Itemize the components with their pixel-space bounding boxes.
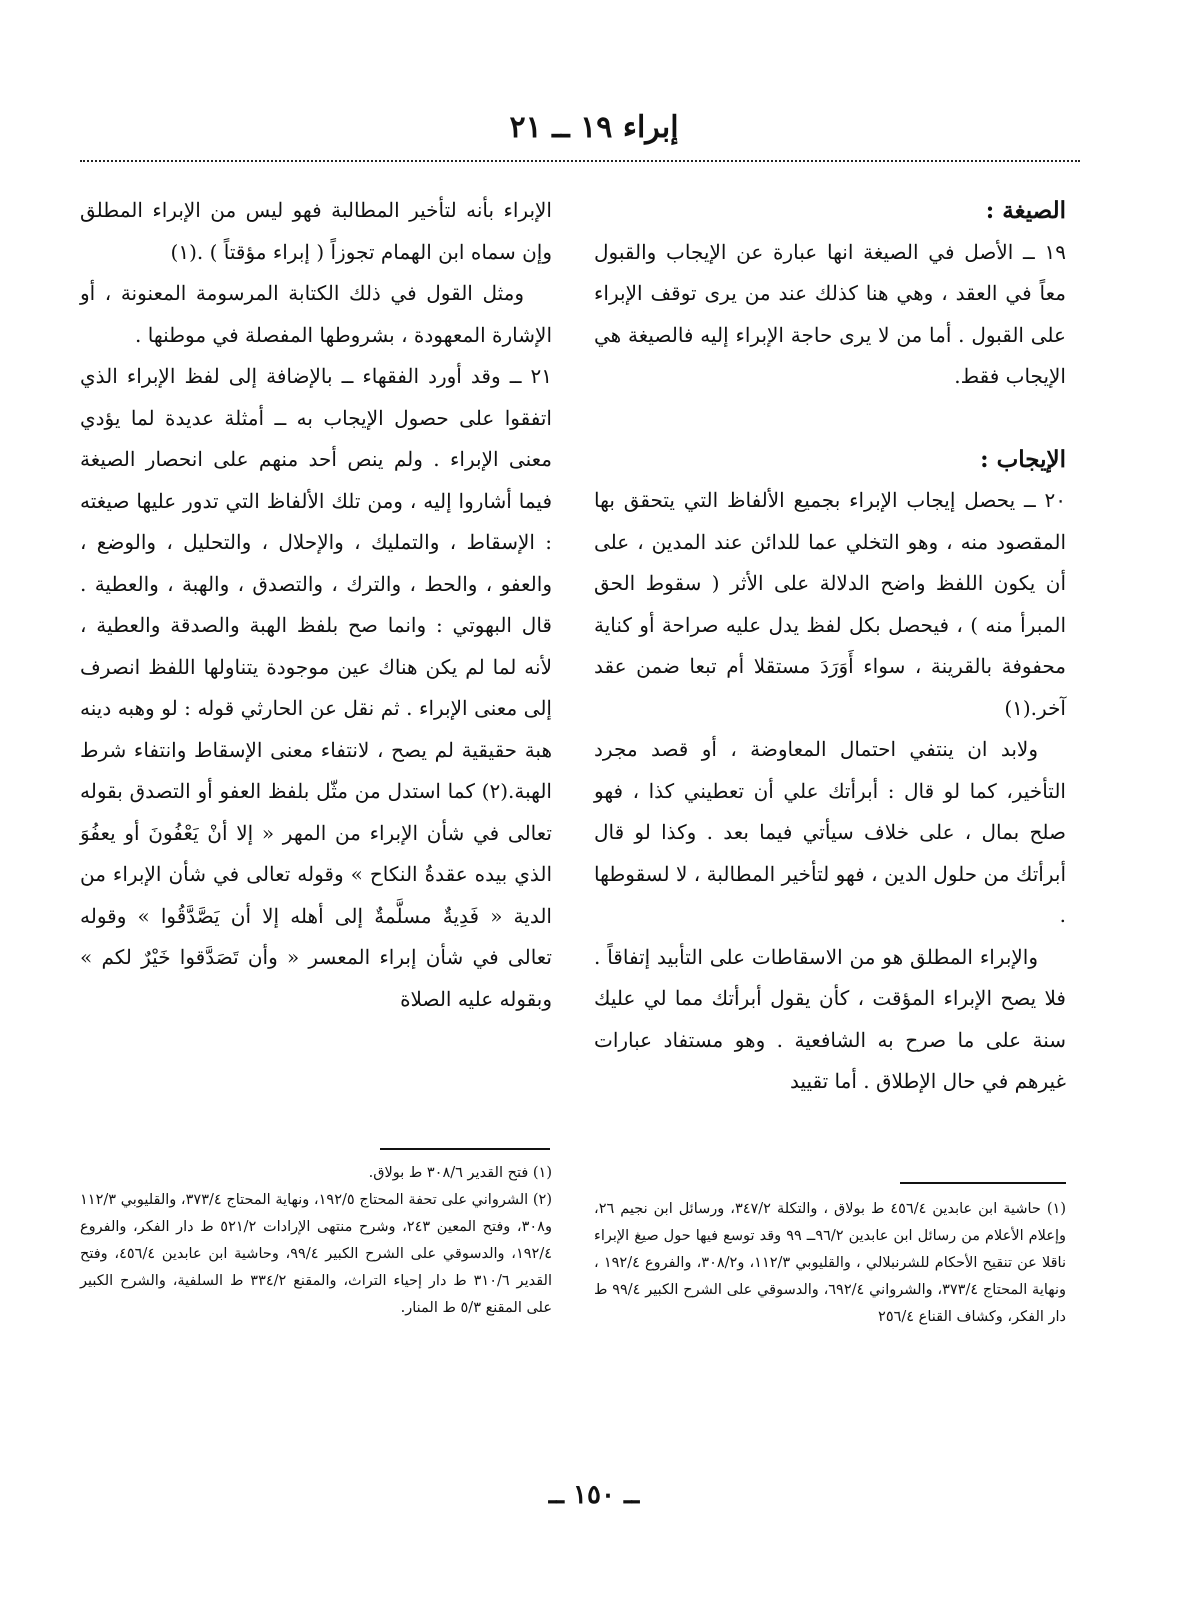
footnote-left-1: (١) فتح القدير ٣٠٨/٦ ط بولاق. (368, 1165, 552, 1181)
footnote-left-2: (٢) الشرواني على تحفة المحتاج ١٩٢/٥، ونهاية المحتاج ٣٧٣/٤، والقليوبي ١١٢/٣ و٣٠٨، وفتح المعين ٢٤٣، وشرح منتهى الإرادات ٥٢١/٢ ط دار الفكر، والفروع ١٩٢/٤، والدسوقي على الشرح الكبير ٩٩/٤، وحاشية ابن عابدين ٤٥٦/٤، وفتح القدير ٣١٠/٦ ط دار إحياء التراث، والمقنع ٣٣٤/٢ ط السلفية، والشرح الكبير على المقنع ٥/٣ ط المنار. (80, 1192, 552, 1316)
paragraph-19: ١٩ ــ الأصل في الصيغة انها عبارة عن الإيجاب والقبول معاً في العقد ، وهي هنا كذلك عند من يرى توقف الإبراء على القبول . أما من لا يرى حاجة الإبراء إليه فالصيغة هي الإيجاب فقط. (594, 239, 1066, 388)
heading-sigha: الصيغة : (985, 197, 1066, 224)
spacer (594, 398, 1066, 439)
heading-ijab: الإيجاب : (980, 445, 1066, 473)
footnote-rule-right (900, 1182, 1066, 1184)
page-number: ــ ١٥٠ ــ (548, 1480, 640, 1510)
header-dotted-rule (80, 160, 1080, 162)
footnotes-left (80, 1160, 552, 1322)
footnotes-right (594, 1196, 1066, 1331)
right-column (594, 190, 1066, 1103)
paragraph-mithl: ومثل القول في ذلك الكتابة المرسومة المعنونة ، أو الإشارة المعهودة ، بشروطها المفصلة في موطنها . (80, 281, 552, 347)
running-title: إبراء ١٩ ــ ٢١ (509, 110, 679, 145)
left-column (80, 190, 552, 1020)
paragraph-21: ٢١ ــ وقد أورد الفقهاء ــ بالإضافة إلى لفظ الإبراء الذي اتفقوا على حصول الإيجاب به ــ أمثلة عديدة لما يؤدي معنى الإبراء . ولم ينص أحد منهم على انحصار الصيغة فيما أشاروا إليه ، ومن تلك الألفاظ التي تدور عليها صيغته : الإسقاط ، والتمليك ، والإحلال ، والتحليل ، والوضع ، والعفو ، والحط ، والترك ، والتصدق ، والهبة ، والعطية . قال البهوتي : وانما صح بلفظ الهبة والصدقة والعطية ، لأنه لما لم يكن هناك عين موجودة يتناولها اللفظ انصرف إلى معنى الإبراء . ثم نقل عن الحارثي قوله : لو وهبه دينه هبة حقيقية لم يصح ، لانتفاء معنى الإسقاط وانتفاء شرط الهبة.(٢) كما استدل من مثّل بلفظ العفو أو التصدق بقوله تعالى في شأن الإبراء من المهر « إلا أنْ يَعْفُونَ أو يعفُوَ الذي بيده عقدةُ النكاح » وقوله تعالى في شأن الإبراء من الدية « فَدِيةٌ مسلَّمةٌ إلى أهله إلا أن يَصَّدَّقُوا » وقوله تعالى في شأن إبراء المعسر « وأن تَصَدَّقوا خَيْرٌ لكم » وبقوله عليه الصلاة (80, 364, 552, 1011)
paragraph-continuation: الإبراء بأنه لتأخير المطالبة فهو ليس من الإبراء المطلق وإن سماه ابن الهمام تجوزاً ( إبراء مؤقتاً ) .(١) (80, 198, 552, 264)
footnote-right-1: (١) حاشية ابن عابدين ٤٥٦/٤ ط بولاق ، والتكلة ٣٤٧/٢، ورسائل ابن نجيم ٢٦، وإعلام الأعلام من رسائل ابن عابدين ٩٦/٢ــ ٩٩ وقد توسع فيها حول صيغ الإبراء ناقلا عن تنقيح الأحكام للشرنبلالي ، والقليوبي ١١٢/٣، و٣٠٨/٢، والفروع ١٩٢/٤ ، ونهاية المحتاج ٣٧٣/٤، والشرواني ٦٩٢/٤، والدسوقي على الشرح الكبير ٩٩/٤ ط دار الفكر، وكشاف القناع ٢٥٦/٤ (594, 1201, 1067, 1325)
paragraph-20-b: ولابد ان ينتفي احتمال المعاوضة ، أو قصد مجرد التأخير، كما لو قال : أبرأتك علي أن تعطيني كذا ، فهو صلح بمال ، على خلاف سيأتي فيما بعد . وكذا لو قال أبرأتك من حلول الدين ، فهو لتأخير المطالبة ، لا لسقوطها . (594, 737, 1066, 927)
paragraph-20: ٢٠ ــ يحصل إيجاب الإبراء بجميع الألفاظ التي يتحقق بها المقصود منه ، وهو التخلي عما للدائن عند المدين ، على أن يكون اللفظ واضح الدلالة على الأثر ( سقوط الحق المبرأ منه ) ، فيحصل بكل لفظ يدل عليه صراحة أو كناية محفوفة بالقرينة ، سواء أَوَرَدَ مستقلا أم تبعا ضمن عقد آخر.(١) (594, 488, 1066, 720)
footnote-rule-left (380, 1148, 550, 1150)
paragraph-20-c: والإبراء المطلق هو من الاسقاطات على التأبيد إتفاقاً . فلا يصح الإبراء المؤقت ، كأن يقول أبرأتك مما لي عليك سنة على ما صرح به الشافعية . وهو مستفاد عبارات غيرهم في حال الإطلاق . أما تقييد (594, 944, 1066, 1093)
